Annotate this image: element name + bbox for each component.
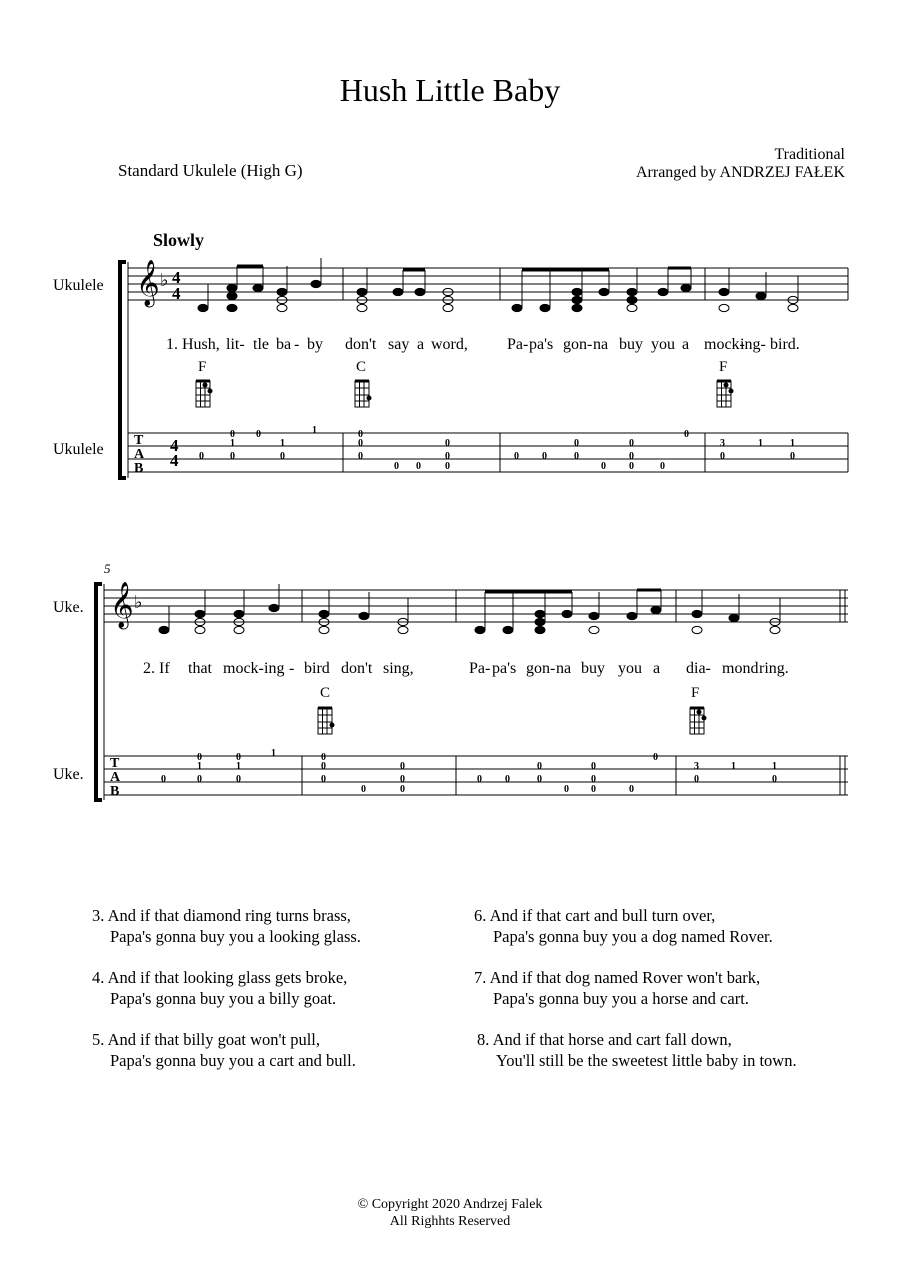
lyric-syllable: na (593, 336, 609, 353)
treble-clef-icon: 𝄞 (136, 260, 160, 305)
flat-key-signature-icon: ♭ (160, 270, 169, 290)
svg-text:0: 0 (236, 774, 241, 785)
svg-text:0: 0 (629, 784, 634, 795)
verse-8 (477, 1029, 797, 1071)
svg-text:0: 0 (505, 774, 510, 785)
lyric-syllable: you (618, 660, 642, 677)
svg-text:0: 0 (574, 451, 579, 462)
svg-text:0: 0 (772, 774, 777, 785)
svg-text:0: 0 (197, 752, 202, 763)
lyric-syllable: na (556, 660, 572, 677)
lyric-syllable: say (388, 336, 410, 353)
instrument-label: Standard Ukulele (High G) (118, 161, 303, 180)
verse-line: Papa's gonna buy you a horse and cart. (493, 989, 749, 1008)
svg-text:1: 1 (790, 438, 795, 449)
system-2-notes (159, 584, 780, 634)
lyric-syllable: buy (581, 660, 605, 677)
lyric-syllable: a (653, 660, 661, 677)
lyric-syllable: pa's (492, 660, 517, 677)
svg-text:0: 0 (280, 451, 285, 462)
verse-7 (474, 967, 760, 1009)
lyric-syllable: don't (341, 660, 373, 677)
lyric-syllable: a (682, 336, 690, 353)
lyric-syllable: ba (276, 336, 292, 353)
svg-text:0: 0 (230, 429, 235, 440)
svg-text:0: 0 (591, 761, 596, 772)
svg-text:0: 0 (361, 784, 366, 795)
chord-name-f: F (719, 359, 728, 375)
svg-text:0: 0 (542, 451, 547, 462)
tab-clef-t-2: T (110, 756, 120, 771)
verse-line: 3. And if that diamond ring turns brass, (92, 906, 351, 925)
svg-text:0: 0 (400, 784, 405, 795)
system-2-tab-staff (104, 756, 848, 795)
svg-text:0: 0 (197, 774, 202, 785)
verse-4 (92, 967, 347, 1009)
svg-text:0: 0 (629, 438, 634, 449)
tab-clef-t: T (134, 433, 144, 448)
lyric-syllable: 2. If (143, 660, 170, 677)
system-2-bracket (96, 584, 104, 800)
tempo-marking: Slowly (153, 230, 205, 250)
rights-line: All Righhts Reserved (389, 1214, 511, 1229)
lyric-syllable: sing, (383, 660, 414, 677)
tab-label-uke: Uke. (53, 766, 84, 783)
svg-text:0: 0 (358, 429, 363, 440)
svg-text:1: 1 (197, 761, 202, 772)
lyric-syllable: dia- (686, 660, 711, 677)
svg-text:0: 0 (537, 774, 542, 785)
lyric-syllable: word, (431, 336, 468, 353)
chord-diagram-f-3 (690, 708, 706, 734)
chord-name-c: C (356, 359, 367, 375)
tab-time-bottom: 4 (170, 451, 179, 470)
lyric-syllable: buy (619, 336, 643, 353)
svg-text:0: 0 (591, 784, 596, 795)
chord-diagram-f-2 (717, 381, 733, 407)
svg-text:0: 0 (321, 774, 326, 785)
staff-label-uke: Uke. (53, 599, 84, 616)
svg-text:0: 0 (790, 451, 795, 462)
staff-label-ukulele: Ukulele (53, 277, 104, 294)
lyric-syllable: bird. (770, 336, 800, 353)
svg-text:0: 0 (574, 438, 579, 449)
system-1-notes (198, 258, 798, 312)
lyric-syllable: by (307, 336, 323, 353)
lyric-syllable: don't (345, 336, 377, 353)
svg-text:0: 0 (684, 429, 689, 440)
svg-text:0: 0 (629, 461, 634, 472)
verse-5 (92, 1029, 356, 1071)
tab-clef-a: A (134, 447, 145, 462)
arranger-credit: Arranged by ANDRZEJ FAŁEK (635, 164, 845, 181)
svg-text:3: 3 (694, 761, 699, 772)
lyric-syllable: that (188, 660, 212, 677)
svg-text:0: 0 (161, 774, 166, 785)
chord-diagram-c-1 (355, 381, 371, 407)
svg-text:0: 0 (321, 761, 326, 772)
svg-text:1: 1 (271, 748, 276, 759)
chord-name-f: F (691, 685, 700, 701)
lyric-syllable: gon- (563, 336, 593, 353)
svg-text:0: 0 (358, 451, 363, 462)
lyric-syllable: - (289, 660, 295, 677)
flat-key-signature-icon-2: ♭ (134, 592, 143, 612)
lyric-syllable: lit- (226, 336, 245, 353)
svg-text:0: 0 (400, 774, 405, 785)
lyric-syllable: mock- (704, 336, 745, 353)
lyric-syllable: 1. Hush, (166, 336, 220, 353)
svg-text:1: 1 (236, 761, 241, 772)
verse-line: Papa's gonna buy you a cart and bull. (110, 1051, 356, 1070)
tab-clef-b: B (134, 461, 144, 476)
svg-text:0: 0 (629, 451, 634, 462)
tab-clef-b-2: B (110, 784, 120, 799)
svg-text:0: 0 (236, 752, 241, 763)
copyright-line: © Copyright 2020 Andrzej Falek (357, 1197, 543, 1212)
svg-text:0: 0 (445, 438, 450, 449)
svg-text:0: 0 (394, 461, 399, 472)
verse-line: 8. And if that horse and cart fall down, (477, 1030, 732, 1049)
svg-text:1: 1 (758, 438, 763, 449)
lyric-syllable: a (417, 336, 425, 353)
lyric-syllable: pa's (529, 336, 554, 353)
verse-6 (474, 905, 773, 947)
copyright-footer (0, 1196, 900, 1230)
time-signature-top: 4 (172, 268, 181, 287)
verse-line: Papa's gonna buy you a dog named Rover. (493, 927, 773, 946)
tab-time-top: 4 (170, 436, 179, 455)
svg-text:0: 0 (564, 784, 569, 795)
svg-text:0: 0 (321, 752, 326, 763)
lyric-syllable: Pa- (507, 336, 529, 353)
svg-text:0: 0 (514, 451, 519, 462)
system-1-tab-staff (128, 433, 848, 472)
verse-line: 5. And if that billy goat won't pull, (92, 1030, 321, 1049)
lyric-syllable: bird (304, 660, 330, 677)
chord-diagram-f-1 (196, 381, 212, 407)
chord-diagram-c-2 (318, 708, 334, 734)
svg-text:0: 0 (601, 461, 606, 472)
composer-credit: Traditional (774, 146, 845, 163)
system-1-bracket (120, 262, 128, 478)
measure-number: 5 (104, 561, 111, 576)
svg-text:0: 0 (477, 774, 482, 785)
verse-line: You'll still be the sweetest little baby in town. (496, 1051, 797, 1070)
lyric-syllable: mond (722, 660, 759, 677)
verse-3 (92, 905, 361, 947)
lyric-syllable: ing- (740, 336, 766, 353)
svg-text:0: 0 (537, 761, 542, 772)
chord-name-c: C (320, 685, 331, 701)
svg-text:0: 0 (653, 752, 658, 763)
verse-line: 7. And if that dog named Rover won't bark, (474, 968, 761, 987)
lyric-syllable: ing (264, 660, 285, 677)
svg-text:0: 0 (400, 761, 405, 772)
svg-text:1: 1 (280, 438, 285, 449)
page-title: Hush Little Baby (339, 72, 561, 108)
system-2-tab-numbers (161, 748, 777, 795)
svg-text:1: 1 (772, 761, 777, 772)
svg-text:0: 0 (445, 461, 450, 472)
lyric-syllable: - (294, 336, 300, 353)
svg-text:0: 0 (660, 461, 665, 472)
svg-text:0: 0 (358, 438, 363, 449)
svg-text:0: 0 (694, 774, 699, 785)
svg-text:3: 3 (720, 438, 725, 449)
svg-text:1: 1 (230, 438, 235, 449)
lyric-syllable: Pa- (469, 660, 491, 677)
chord-name-f: F (198, 359, 207, 375)
svg-text:0: 0 (416, 461, 421, 472)
lyric-syllable: mock- (223, 660, 264, 677)
lyric-syllable: gon- (526, 660, 556, 677)
verse-line: Papa's gonna buy you a looking glass. (110, 927, 361, 946)
svg-text:0: 0 (445, 451, 450, 462)
tab-label-ukulele: Ukulele (53, 441, 104, 458)
verse-line: Papa's gonna buy you a billy goat. (110, 989, 337, 1008)
tab-clef-a-2: A (110, 770, 121, 785)
system-1-tab-numbers (199, 425, 795, 472)
lyric-syllable: you (651, 336, 675, 353)
time-signature-bottom: 4 (172, 284, 181, 303)
treble-clef-icon-2: 𝄞 (110, 582, 134, 627)
lyric-syllable: ring. (759, 660, 789, 677)
verse-line: 4. And if that looking glass gets broke, (92, 968, 348, 987)
svg-text:0: 0 (199, 451, 204, 462)
lyric-syllable: tle (253, 336, 269, 353)
svg-text:1: 1 (731, 761, 736, 772)
svg-text:0: 0 (256, 429, 261, 440)
svg-text:0: 0 (720, 451, 725, 462)
svg-text:1: 1 (312, 425, 317, 436)
svg-text:0: 0 (230, 451, 235, 462)
verse-line: 6. And if that cart and bull turn over, (474, 906, 716, 925)
svg-text:0: 0 (591, 774, 596, 785)
